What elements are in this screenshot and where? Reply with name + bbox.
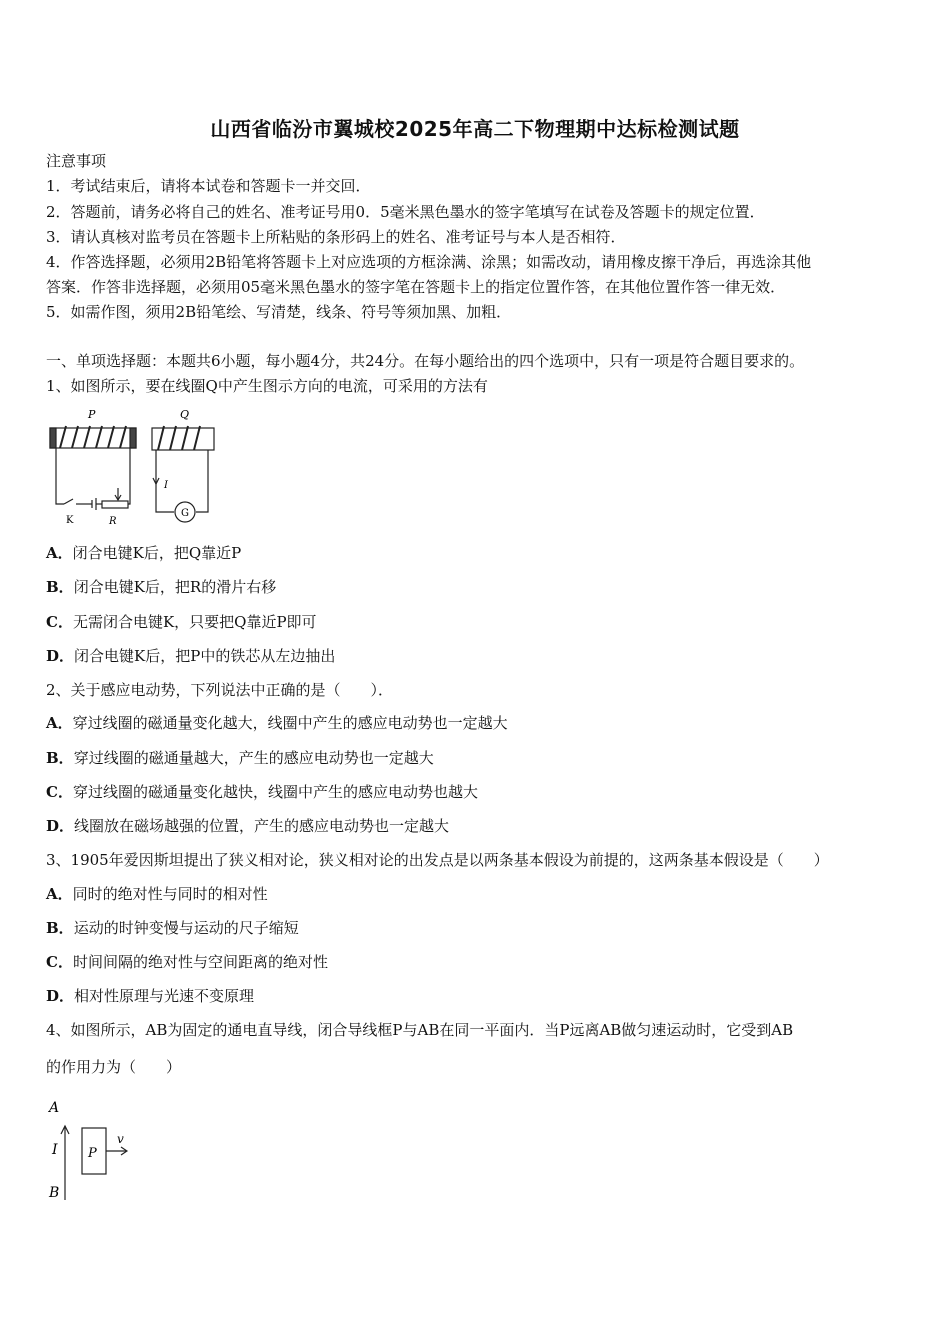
option-letter: B． <box>46 578 74 596</box>
option-letter: B． <box>46 919 74 937</box>
label-b: B <box>49 1185 60 1201</box>
label-q: Q <box>180 408 190 421</box>
notice-item: 5．如需作图，须用2B铅笔绘、写清楚，线条、符号等须加黑、加粗． <box>46 303 512 321</box>
q3-option-b[interactable] <box>46 918 299 938</box>
label-r: R <box>109 516 117 527</box>
option-text: 穿过线圈的磁通量越大，产生的感应电动势也一定越大 <box>73 749 434 767</box>
label-k: K <box>66 515 74 526</box>
question-2-stem: 2、关于感应电动势，下列说法中正确的是（ ）． <box>46 681 394 699</box>
q2-option-d[interactable] <box>46 816 449 836</box>
notice-heading: 注意事项 <box>46 152 107 170</box>
option-letter: C． <box>46 953 73 971</box>
notice-item: 2．答题前，请务必将自己的姓名、准考证号用0．5毫米黑色墨水的签字笔填写在试卷及答题卡的规定位置． <box>46 203 765 221</box>
q2-option-c[interactable] <box>46 782 478 802</box>
page-title: 山西省临汾市翼城校2025年高二下物理期中达标检测试题 <box>210 117 740 141</box>
label-i: I <box>52 1142 58 1158</box>
option-letter: D． <box>46 987 75 1005</box>
question-4-stem: 4、如图所示，AB为固定的通电直导线，闭合导线框P与AB在同一平面内．当P远离AB做匀速运动时，它受到AB <box>46 1021 794 1039</box>
option-letter: A． <box>46 885 73 903</box>
q1-option-d[interactable] <box>46 646 335 666</box>
q3-option-d[interactable] <box>46 986 254 1006</box>
label-g: G <box>181 508 189 519</box>
option-letter: B． <box>46 749 74 767</box>
question-4-stem-cont: 的作用力为（ ） <box>46 1058 182 1076</box>
label-i: I <box>164 480 168 491</box>
option-letter: A． <box>46 544 73 562</box>
option-letter: C． <box>46 613 73 631</box>
option-text: 同时的绝对性与同时的相对性 <box>72 885 268 903</box>
option-letter: C． <box>46 783 73 801</box>
question-3-stem: 3、1905年爱因斯坦提出了狭义相对论，狭义相对论的出发点是以两条基本假设为前提的，这两条基本假设是（ ） <box>46 851 829 869</box>
notice-item: 3．请认真核对监考员在答题卡上所粘贴的条形码上的姓名、准考证号与本人是否相符． <box>46 228 626 246</box>
q1-option-a[interactable] <box>46 543 241 563</box>
question-1-stem: 1、如图所示，要在线圈Q中产生图示方向的电流，可采用的方法有 <box>46 377 488 395</box>
label-p: P <box>88 408 96 421</box>
option-letter: D． <box>46 647 75 665</box>
option-text: 无需闭合电键K，只要把Q靠近P即可 <box>72 613 317 631</box>
q3-option-c[interactable] <box>46 952 328 972</box>
option-text: 相对性原理与光速不变原理 <box>74 987 255 1005</box>
notice-item: 4．作答选择题，必须用2B铅笔将答题卡上对应选项的方框涂满、涂黑；如需改动，请用橡皮擦干净后，再选涂其他 <box>46 253 812 271</box>
q3-option-a[interactable] <box>46 884 268 904</box>
section-heading: 一、单项选择题：本题共6小题，每小题4分，共24分。在每小题给出的四个选项中，只有一项是符合题目要求的。 <box>46 352 805 370</box>
notice-item: 1．考试结束后，请将本试卷和答题卡一并交回． <box>46 177 371 195</box>
q1-circuit-figure <box>44 404 224 530</box>
q2-option-a[interactable] <box>46 713 508 733</box>
option-letter: A． <box>46 714 73 732</box>
option-text: 闭合电键K后，把P中的铁芯从左边抽出 <box>74 647 336 665</box>
q1-option-b[interactable] <box>46 577 276 597</box>
option-letter: D． <box>46 817 75 835</box>
option-text: 线圈放在磁场越强的位置，产生的感应电动势也一定越大 <box>74 817 450 835</box>
q2-option-b[interactable] <box>46 748 434 768</box>
option-text: 闭合电键K后，把R的滑片右移 <box>73 578 277 596</box>
option-text: 闭合电键K后，把Q靠近P <box>72 544 242 562</box>
option-text: 穿过线圈的磁通量变化越快，线圈中产生的感应电动势也越大 <box>72 783 478 801</box>
option-text: 时间间隔的绝对性与空间距离的绝对性 <box>72 953 328 971</box>
label-v: v <box>117 1132 124 1146</box>
q1-option-c[interactable] <box>46 612 317 632</box>
option-text: 穿过线圈的磁通量变化越大，线圈中产生的感应电动势也一定越大 <box>72 714 508 732</box>
option-text: 运动的时钟变慢与运动的尺子缩短 <box>73 919 299 937</box>
label-a: A <box>49 1100 60 1116</box>
q4-wire-frame-figure <box>44 1096 144 1208</box>
notice-item: 答案．作答非选择题，必须用05毫米黑色墨水的签字笔在答题卡上的指定位置作答，在其他位置作答一律无效． <box>46 278 786 296</box>
label-p: P <box>88 1146 97 1161</box>
